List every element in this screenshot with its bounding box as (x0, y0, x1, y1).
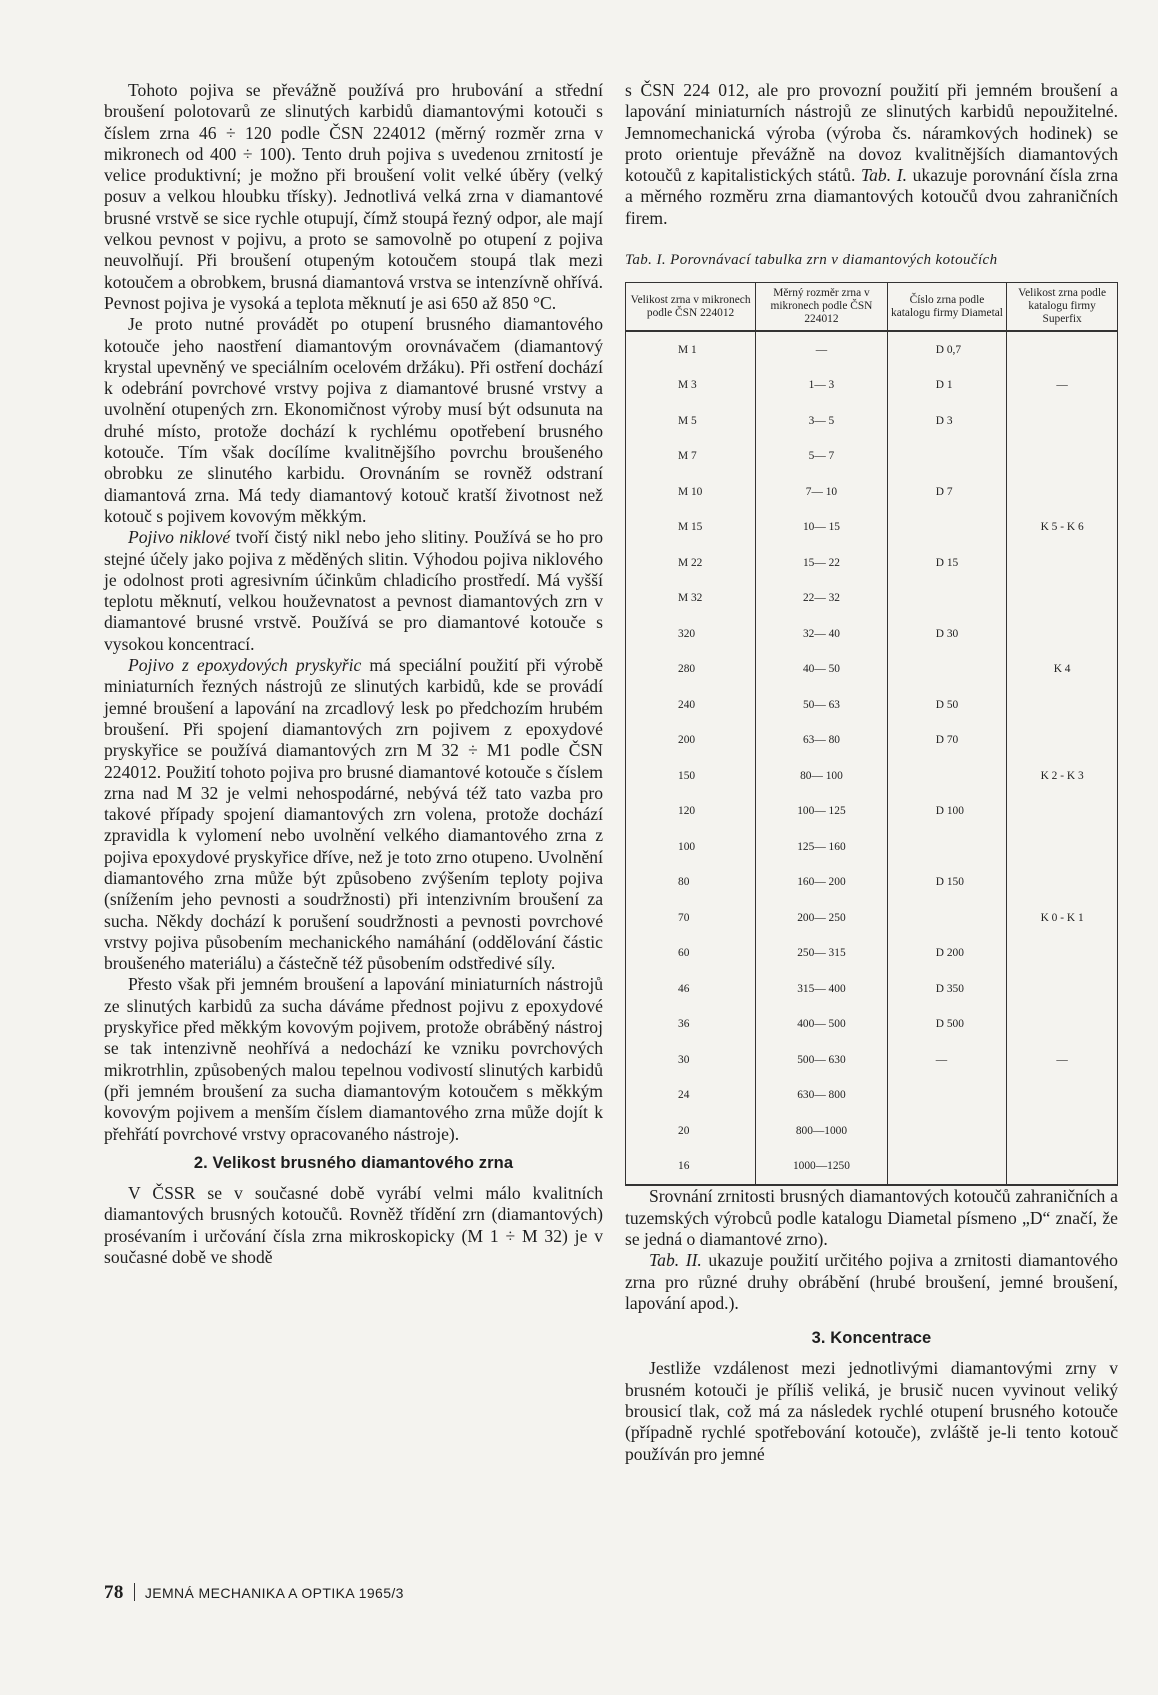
table-cell: 1— 3 (756, 368, 888, 404)
table-header-cell: Velikost zrna v mikronech podle ČSN 224012 (626, 283, 756, 332)
term-emphasis: Pojivo niklové (128, 527, 231, 548)
table-cell: 240 (626, 687, 756, 723)
paragraph: Jestliže vzdálenost mezi jednotlivými diamantovými zrny v brusném kotouči je příliš veliká, je brusič nucen vyvinout veliký brousicí tlak, což má za následek rychlé otupení brusného kotouče (případně rychlé spotřebování kotouče), zvláště je-li tento kotouč používán pro jemné (625, 1358, 1118, 1464)
table-row (626, 581, 1118, 617)
right-column (625, 80, 1118, 1465)
table-cell: 36 (626, 1007, 756, 1043)
table-cell: M 15 (626, 510, 756, 546)
section-heading: 3. Koncentrace (811, 1329, 932, 1348)
table-cell (887, 1078, 1007, 1114)
table-cell: 40— 50 (756, 652, 888, 688)
table-cell: M 32 (626, 581, 756, 617)
term-emphasis: Pojivo z epoxydových pryskyřic (128, 655, 362, 676)
table-cell: 800—1000 (756, 1113, 888, 1149)
table-cell (887, 900, 1007, 936)
table-cell (1007, 829, 1118, 865)
table-cell: D 3 (887, 403, 1007, 439)
paragraph (625, 1250, 1118, 1314)
table-body (626, 331, 1118, 1185)
table-cell: 200 (626, 723, 756, 759)
table-row (626, 331, 1118, 368)
table-row (626, 723, 1118, 759)
table-cell: 32— 40 (756, 616, 888, 652)
table-row (626, 545, 1118, 581)
table-cell: — (1007, 1042, 1118, 1078)
table-row (626, 900, 1118, 936)
table-cell (1007, 1007, 1118, 1043)
table-cell: D 100 (887, 794, 1007, 830)
paragraph: V ČSSR se v současné době vyrábí velmi málo kvalitních diamantových brusných kotoučů. Rovněž třídění zrn (diamantových) prosévaním i určování čísla zrna mikroskopicky (M 1 ÷ M 32) je v současné době ve shodě (104, 1183, 603, 1268)
table-reference: Tab. II. (649, 1250, 702, 1271)
table-cell: D 500 (887, 1007, 1007, 1043)
table-row (626, 616, 1118, 652)
table-header-row (626, 283, 1118, 332)
table-row (626, 1007, 1118, 1043)
paragraph-text: ukazuje použití určitého pojiva a zrnitosti diamantového zrna pro různé druhy obrábění (hrubé broušení, jemné broušení, lapování apod.). (625, 1250, 1118, 1313)
table-cell: 400— 500 (756, 1007, 888, 1043)
table-header-cell: Měrný rozměr zrna v mikronech podle ČSN 224012 (756, 283, 888, 332)
table-cell: 160— 200 (756, 865, 888, 901)
table-cell: 20 (626, 1113, 756, 1149)
table-cell (1007, 971, 1118, 1007)
table-cell (1007, 403, 1118, 439)
table-cell: D 50 (887, 687, 1007, 723)
table-row (626, 403, 1118, 439)
table-cell: D 1 (887, 368, 1007, 404)
table-cell: D 150 (887, 865, 1007, 901)
table-cell: 7— 10 (756, 474, 888, 510)
page-footer (104, 1582, 404, 1604)
table-row (626, 368, 1118, 404)
table-cell (1007, 545, 1118, 581)
table-cell: 250— 315 (756, 936, 888, 972)
table-row (626, 439, 1118, 475)
table-cell: 1000—1250 (756, 1149, 888, 1186)
table-cell (887, 1149, 1007, 1186)
table-cell: 22— 32 (756, 581, 888, 617)
paragraph-text: ukazuje porovnání čísla zrna a měrného rozměru zrna diamantových kotoučů dvou zahraničních firem. (625, 165, 1118, 228)
table-row (626, 829, 1118, 865)
table-cell: 80— 100 (756, 758, 888, 794)
table-cell: M 5 (626, 403, 756, 439)
left-column (104, 80, 603, 1268)
table-cell (887, 510, 1007, 546)
table-row (626, 687, 1118, 723)
table-cell: — (1007, 368, 1118, 404)
table-cell: 5— 7 (756, 439, 888, 475)
table-cell: 70 (626, 900, 756, 936)
table-cell: D 15 (887, 545, 1007, 581)
table-row (626, 652, 1118, 688)
table-cell (1007, 865, 1118, 901)
table-cell: 500— 630 (756, 1042, 888, 1078)
table-cell: M 22 (626, 545, 756, 581)
table-cell: 80 (626, 865, 756, 901)
table-cell: 100— 125 (756, 794, 888, 830)
table-cell: 3— 5 (756, 403, 888, 439)
table-cell: D 350 (887, 971, 1007, 1007)
table-cell: 15— 22 (756, 545, 888, 581)
table-cell: 60 (626, 936, 756, 972)
paragraph: Přesto však při jemném broušení a lapování miniaturních nástrojů ze slinutých karbidů za sucha dáváme přednost pojivu z epoxydové pryskyřice před měkkým kovovým pojivem, protože obráběný nástroj se tak intenzivně neohřívá a nedochází ke vzniku povrchových mikrotrhlin, způsobených malou tepelnou vodivostí slinutých karbidů (při jemném broušení za sucha diamantovým kotoučem s měkkým kovovým pojivem a menším číslem diamantového zrna může dojít k přehřátí povrchové vrstvy opracovaného nástroje). (104, 974, 603, 1144)
grain-comparison-table (625, 282, 1118, 1186)
paragraph (104, 655, 603, 974)
table-caption: Tab. I. Porovnávací tabulka zrn v diamantových kotoučích (625, 252, 998, 269)
paragraph (625, 80, 1118, 229)
table-row (626, 1078, 1118, 1114)
table-cell: 280 (626, 652, 756, 688)
table-cell: — (756, 331, 888, 368)
table-cell: K 0 - K 1 (1007, 900, 1118, 936)
table-cell (1007, 1149, 1118, 1186)
journal-name: JEMNÁ MECHANIKA A OPTIKA 1965/3 (144, 1585, 404, 1601)
table-cell (1007, 616, 1118, 652)
table-row (626, 971, 1118, 1007)
paragraph: Je proto nutné provádět po otupení brusného diamantového kotouče jeho naostření diamantovým orovnávačem (diamantový krystal upevněný ve speciálním ocelovém držáku). Při ostření dochází k odebrání povrchové vrstvy pojiva z diamantové brusné vrstvy a uvolnění otupených zrn. Ekonomičnost výroby musí být odsunuta na druhé místo, protože dochází k rychlému opotřebení brusného kotouče. Tím však docílíme kvalitnějšího povrchu broušeného obrobku ze slinutého karbidu. Orovnáním se rovněž odstraní diamantová zrna. Má tedy diamantový kotouč kratší životnost než kotouč s pojivem kovovým měkkým. (104, 314, 603, 526)
table-cell: D 30 (887, 616, 1007, 652)
table-cell: 125— 160 (756, 829, 888, 865)
table-cell: 50— 63 (756, 687, 888, 723)
table-cell: — (887, 1042, 1007, 1078)
table-cell: M 1 (626, 331, 756, 368)
table-row (626, 794, 1118, 830)
table-cell: K 5 - K 6 (1007, 510, 1118, 546)
table-cell (1007, 723, 1118, 759)
table-cell: 10— 15 (756, 510, 888, 546)
paragraph-text: má speciální použití při výrobě miniaturních řezných nástrojů ze slinutých karbidů, kde se provádí jemné broušení a lapování na zrcadlový lesk po předchozím hrubém broušení. Při spojení diamantových zrn pojivem z epoxydové pryskyřice se používá diamantových zrn M 32 ÷ M1 podle ČSN 224012. Použití tohoto pojiva pro brusné diamantové kotouče s číslem zrna nad M 32 je velmi nehospodárné, nebývá též tato vazba pro takové případy spojení diamantových zrn volena, protože dochází zpravidla k vylomení nebo uvolnění velkého diamantového zrna z pojiva epoxydové pryskyřice dříve, než je toto zrno otupeno. Uvolnění diamantového zrna může být způsobeno zvýšením teploty pojiva (snížením jeho pevnosti a soudržnosti) při intenzivním broušení za sucha. Někdy dochází k porušení soudržnosti a pevnosti povrchové vrstvy pojiva působením mechanického namáhání (oddělování částic broušeného materiálu) a částečně též působením odstředivé síly. (104, 655, 603, 974)
table-cell: 24 (626, 1078, 756, 1114)
table-cell (1007, 1078, 1118, 1114)
paragraph-text: s ČSN 224 012, ale pro provozní použití při jemném broušení a lapování miniaturních nástrojů ze slinutých karbidů nepoužitelné. Jemnomechanická výroba (výroba čs. náramkových hodinek) se proto orientuje převážně na dovoz kvalitnějších diamantových kotoučů z kapitalistických států. (625, 80, 1118, 186)
table-cell: 16 (626, 1149, 756, 1186)
table-row (626, 936, 1118, 972)
table-cell (1007, 331, 1118, 368)
table-row (626, 510, 1118, 546)
table-cell: 100 (626, 829, 756, 865)
table-row (626, 1042, 1118, 1078)
table-cell: 63— 80 (756, 723, 888, 759)
table-cell: 120 (626, 794, 756, 830)
table-row (626, 474, 1118, 510)
table-cell (1007, 439, 1118, 475)
table-reference: Tab. I. (860, 165, 907, 186)
table-cell (1007, 794, 1118, 830)
table-row (626, 1113, 1118, 1149)
paragraph: Srovnání zrnitosti brusných diamantových kotoučů zahraničních a tuzemských výrobců podle katalogu Diametal písmeno „D“ značí, že se jedná o diamantové zrno). (625, 1186, 1118, 1249)
table-cell: 30 (626, 1042, 756, 1078)
table-cell (1007, 936, 1118, 972)
table-cell: D 200 (887, 936, 1007, 972)
table-cell: 315— 400 (756, 971, 888, 1007)
section-heading: 2. Velikost brusného diamantového zrna (193, 1153, 514, 1172)
table-row (626, 865, 1118, 901)
page-number: 78 (104, 1582, 124, 1603)
table-cell: D 0,7 (887, 331, 1007, 368)
table-cell (887, 652, 1007, 688)
table-cell: D 7 (887, 474, 1007, 510)
footer-divider (134, 1583, 135, 1601)
table-cell: M 10 (626, 474, 756, 510)
table-cell (887, 1113, 1007, 1149)
table-cell: 150 (626, 758, 756, 794)
table-cell: M 3 (626, 368, 756, 404)
table-cell (887, 439, 1007, 475)
table-row (626, 758, 1118, 794)
table-cell: K 4 (1007, 652, 1118, 688)
table-cell: 320 (626, 616, 756, 652)
table-cell (1007, 1113, 1118, 1149)
table-cell: M 7 (626, 439, 756, 475)
table-cell: D 70 (887, 723, 1007, 759)
table-cell: 46 (626, 971, 756, 1007)
table-cell (1007, 474, 1118, 510)
table-row (626, 1149, 1118, 1186)
table-cell (887, 758, 1007, 794)
table-cell: 200— 250 (756, 900, 888, 936)
table-cell: K 2 - K 3 (1007, 758, 1118, 794)
paragraph-text: tvoří čistý nikl nebo jeho slitiny. Používá se ho pro stejné účely jako pojiva z měděných slitin. Výhodou pojiva niklového je odolnost proti agresivním účinkům chladicího prostředí. Má vyšší teplotu měknutí, velkou houževnatost a pevnost diamantových zrn v diamantové brusné vrstvě. Používá se pro diamantové kotouče s vysokou koncentrací. (104, 527, 604, 654)
table-cell: 630— 800 (756, 1078, 888, 1114)
table-cell (1007, 581, 1118, 617)
table-cell (887, 829, 1007, 865)
paragraph: Tohoto pojiva se převážně používá pro hrubování a střední broušení polotovarů ze slinutých karbidů diamantovými kotouči s číslem zrna 46 ÷ 120 podle ČSN 224012 (měrný rozměr zrna v mikronech od 400 ÷ 100). Tento druh pojiva s uvedenou zrnitostí je velice produktivní; je možno při broušení volit velké úběry (velký posuv a velkou hloubku třísky). Jednotlivá velká zrna v diamantové brusné vrstvě se sice rychle otupují, čímž stoupá řezný odpor, ale mají velkou pevnost v pojivu, a proto se samovolně po otupení z pojiva neuvolňují. Při broušení otupeným kotoučem stoupá tlak mezi kotoučem a obrobkem, brusná diamantová vrstva se intenzívně ohřívá. Pevnost pojiva je vysoká a teplota měknutí je asi 650 až 850 °C. (104, 80, 603, 313)
table-cell (887, 581, 1007, 617)
paragraph (104, 527, 603, 655)
table-cell (1007, 687, 1118, 723)
table-header-cell: Velikost zrna podle katalogu firmy Superfix (1007, 283, 1118, 332)
table-header-cell: Číslo zrna podle katalogu firmy Diametal (887, 283, 1007, 332)
